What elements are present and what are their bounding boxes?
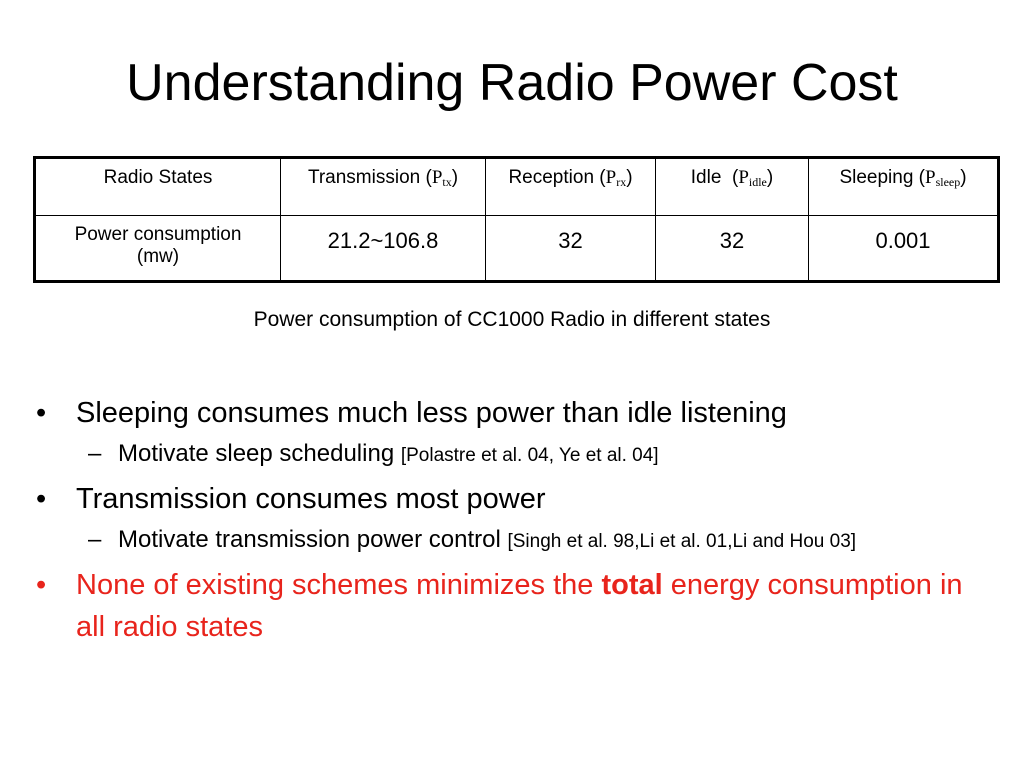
header-transmission: Transmission $(P_{tx})$ [281, 158, 486, 216]
citation: [Singh et al. 98,Li et al. 01,Li and Hou 03] [507, 531, 857, 552]
header-transmission-label: Transmission ( [307, 167, 432, 188]
cell-sleeping: 0.001 [809, 216, 999, 282]
header-reception-symbol: $P_{rx}$ [605, 167, 627, 189]
header-idle: Idle $(P_{idle})$ [656, 158, 809, 216]
sub-bullet-item [36, 522, 996, 560]
bullet-text: Sleeping consumes much less power than idle listening [76, 397, 787, 429]
header-reception-label: Reception ( [508, 167, 606, 188]
header-transmission-symbol: $P_{tx}$ [431, 167, 452, 189]
sub-bullet-text: Motivate transmission power control [118, 526, 508, 553]
bullet-text-tail: energy consumption in all radio states [76, 569, 971, 643]
sub-bullet-text: Motivate sleep scheduling [118, 440, 401, 467]
cell-transmission: 21.2~106.8 [281, 216, 486, 282]
bullet-icon: • [36, 483, 47, 515]
header-idle-label: Idle ( [690, 167, 739, 188]
table-header-row [35, 158, 999, 216]
bullet-icon: • [36, 397, 47, 429]
header-sleeping-symbol: $P_{sleep}$ [925, 167, 961, 189]
header-reception: Reception $(P_{rx})$ [486, 158, 656, 216]
power-table [33, 156, 1000, 283]
emphasis-total: total [601, 569, 663, 601]
cell-idle: 32 [656, 216, 809, 282]
bullet-text: Transmission consumes most power [76, 483, 546, 515]
table-caption: Power consumption of CC1000 Radio in different states [253, 308, 771, 331]
header-sleeping: Sleeping $(P_{sleep})$ [809, 158, 999, 216]
dash-icon: – [88, 440, 102, 467]
bullet-text: None of existing schemes minimizes the [76, 569, 602, 601]
bullet-item [36, 392, 996, 434]
row-label-power-consumption: Power consumption (mw) [35, 216, 281, 282]
cell-reception: 32 [486, 216, 656, 282]
citation: [Polastre et al. 04, Ye et al. 04] [400, 445, 659, 466]
dash-icon: – [88, 526, 102, 553]
bullet-item [36, 478, 996, 520]
header-idle-symbol: $P_{idle}$ [738, 167, 767, 189]
header-radio-states: Radio States [35, 158, 281, 216]
bullet-icon: • [36, 569, 47, 601]
slide-title: Understanding Radio Power Cost [126, 54, 898, 112]
sub-bullet-item [36, 436, 996, 474]
table-row [35, 216, 999, 282]
bullet-item-highlight [36, 564, 996, 648]
header-sleeping-label: Sleeping ( [839, 167, 925, 188]
bullet-list [36, 392, 996, 650]
